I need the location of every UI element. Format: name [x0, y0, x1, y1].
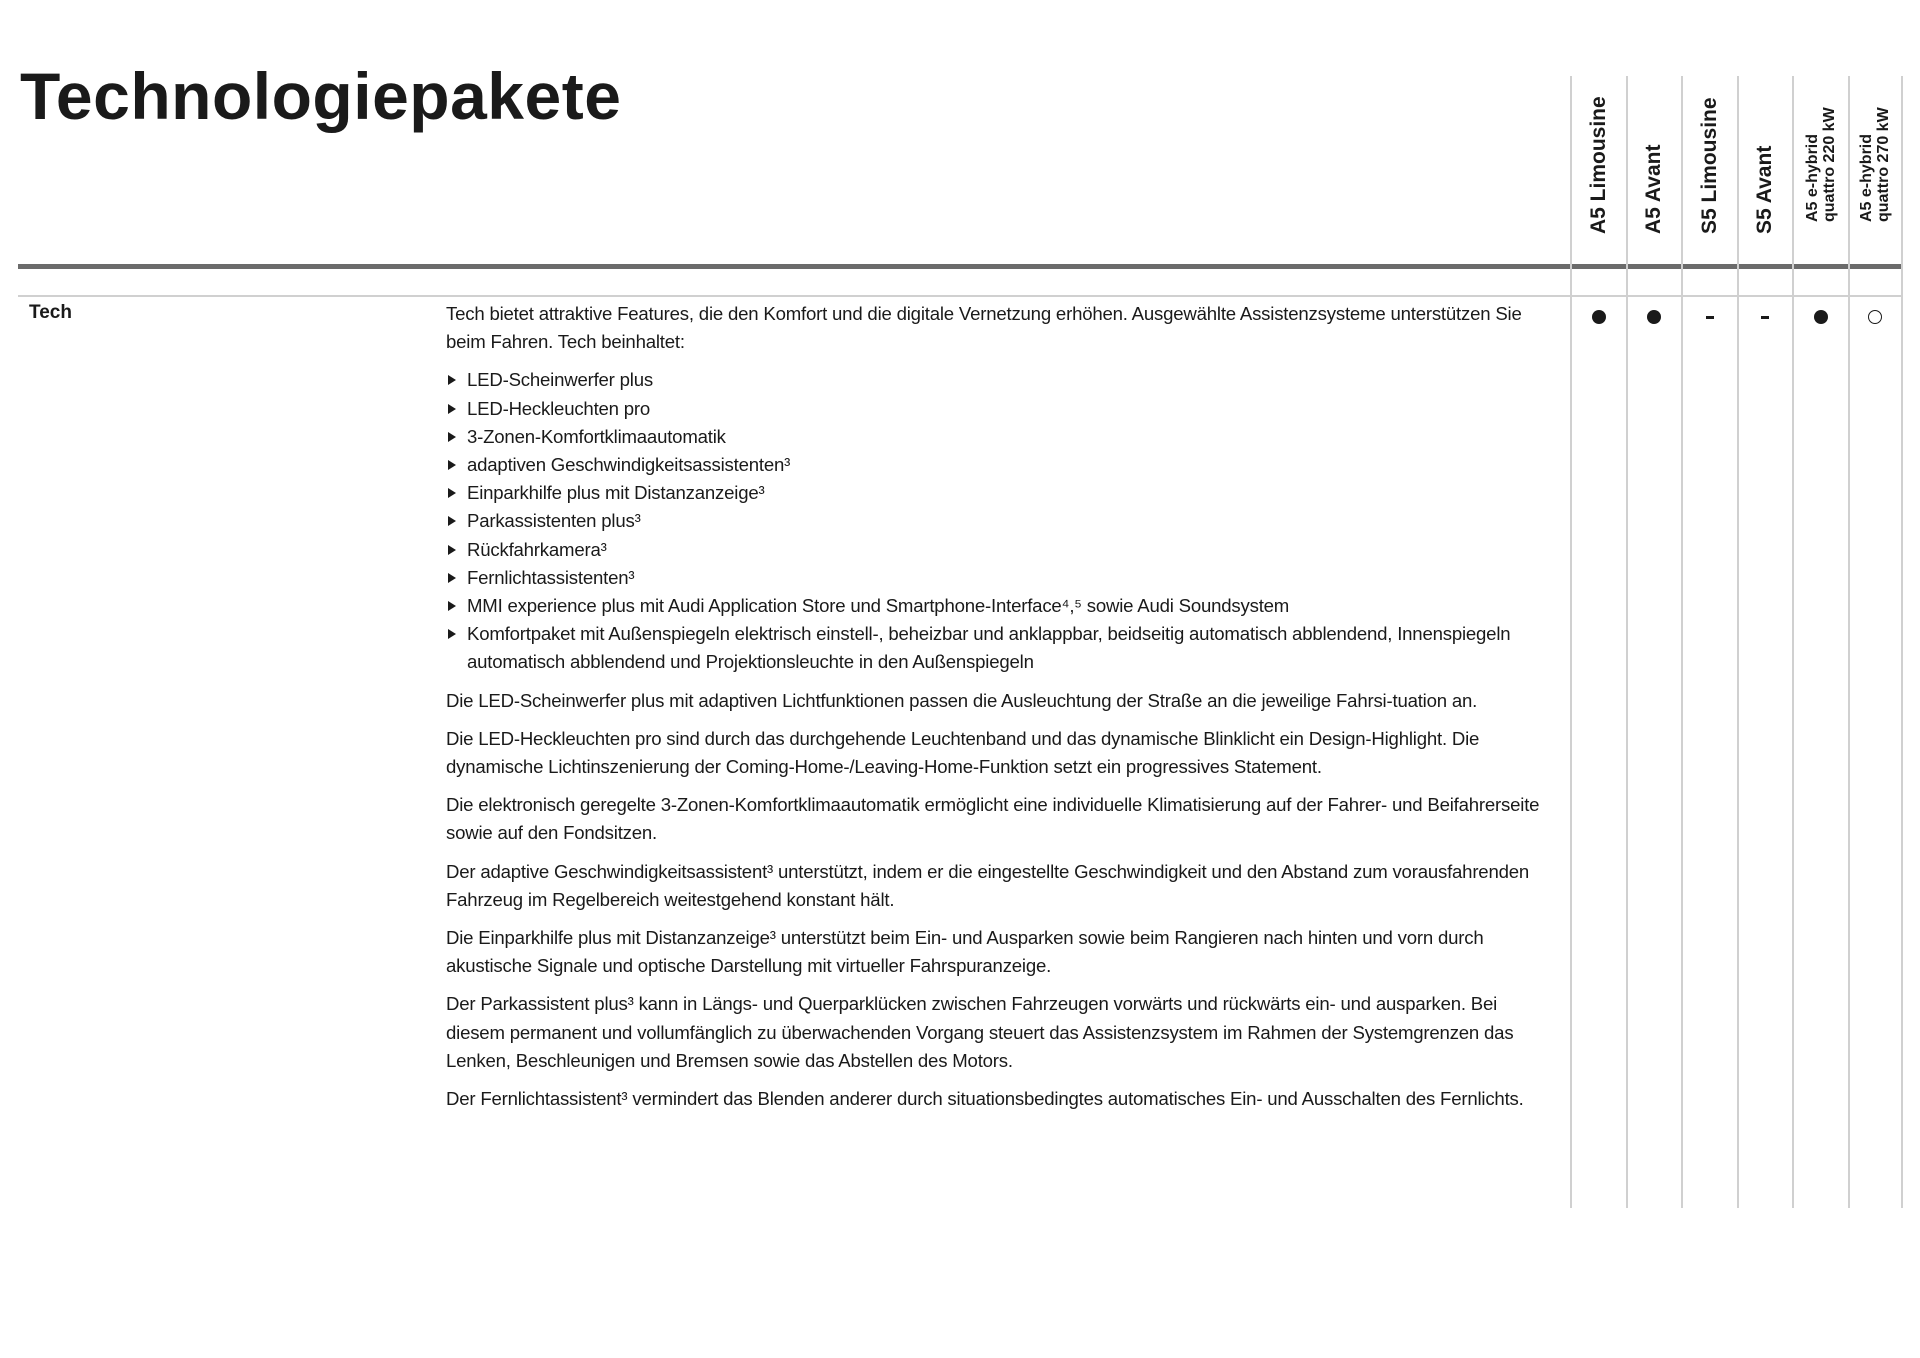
bullet-triangle-icon [448, 404, 456, 414]
paragraph: Die elektronisch geregelte 3-Zonen-Komfortklimaautomatik ermöglicht eine individuelle Klimatisierung auf der Fahrer- und Beifahrerseite sowie auf den Fondsitzen. [446, 794, 1540, 844]
column-header [1572, 76, 1626, 264]
column-cell [1683, 296, 1737, 1208]
column-cell [1739, 296, 1793, 1208]
feature-paragraphs [446, 687, 1558, 1114]
column-cell [1850, 296, 1902, 1208]
bullet-triangle-icon [448, 573, 456, 583]
list-item-text: Fernlichtassistenten³ [467, 566, 635, 588]
list-item-text: MMI experience plus mit Audi Application Store und Smartphone-Interface⁴,⁵ sowie Audi Soundsystem [467, 595, 1290, 617]
column-header [1739, 76, 1793, 264]
column-header-line: quattro 270 kW [1875, 107, 1893, 222]
bullet-triangle-icon [448, 432, 456, 442]
list-item-text: Parkassistenten plus³ [467, 510, 641, 532]
paragraph: Die Einparkhilfe plus mit Distanzanzeige³ unterstützt beim Ein- und Ausparken sowie beim Rangieren nach hinten und vorn durch akustische Signale und optische Darstellung mit virtueller Fahrspuranzeige. [446, 927, 1484, 977]
paragraph: Der Parkassistent plus³ kann in Längs- und Querparklücken zwischen Fahrzeugen vorwärts und rückwärts ein- und ausparken. Bei diesem permanent und vollumfänglich zu überwachenden Vorgang steuert das Assistenzsystem im Rahmen der Systemgrenzen das Lenken, Beschleunigen und Bremsen sowie das Abstellen des Motors. [446, 993, 1514, 1071]
filled-circle-icon [1814, 310, 1828, 324]
column-header-label [1804, 107, 1838, 222]
list-item [446, 620, 1558, 676]
bullet-triangle-icon [448, 629, 456, 639]
dash-icon [1761, 316, 1769, 319]
filled-circle-icon [1592, 310, 1606, 324]
list-item [446, 536, 1558, 564]
list-item [446, 366, 1558, 394]
column-cell [1794, 296, 1848, 1208]
bullet-triangle-icon [448, 545, 456, 555]
column-header [1850, 76, 1902, 264]
model-column [1848, 76, 1904, 1208]
list-item [446, 507, 1558, 535]
model-column [1626, 76, 1682, 1208]
page-title: Technologiepakete [20, 59, 622, 133]
paragraph: Die LED-Heckleuchten pro sind durch das durchgehende Leuchtenband und das dynamische Blinklicht ein Design-Highlight. Die dynamische Lichtinszenierung der Coming-Home-/Leaving-Home-Funktion setzt ein progressives Statement. [446, 727, 1480, 778]
bullet-triangle-icon [448, 460, 456, 470]
dash-icon [1706, 316, 1714, 319]
column-header-line: A5 e-hybrid [1858, 133, 1876, 222]
list-item [446, 451, 1558, 479]
paragraph: Der adaptive Geschwindigkeitsassistent³ unterstützt, indem er die eingestellte Geschwindigkeit und den Abstand zum vorausfahrenden Fahrzeug im Regelbereich weitestgehend konstant hält. [446, 860, 1530, 910]
list-item-text: adaptiven Geschwindigkeitsassistenten³ [467, 454, 791, 476]
row-description [446, 300, 1558, 1123]
list-item [446, 564, 1558, 592]
paragraph: Der Fernlichtassistent³ vermindert das Blenden anderer durch situationsbedingtes automatisches Ein- und Ausschalten des Fernlichts. [446, 1088, 1524, 1110]
intro-text: Tech bietet attraktive Features, die den Komfort und die digitale Vernetzung erhöhen. Ausgewählte Assistenzsysteme unterstützen Sie beim Fahren. Tech beinhaltet: [446, 303, 1522, 353]
column-header [1683, 76, 1737, 264]
column-header-label [1858, 107, 1892, 222]
column-header-label: A5 Limousine [1586, 96, 1610, 234]
list-item-text: 3-Zonen-Komfortklimaautomatik [467, 425, 726, 447]
model-column [1570, 76, 1626, 1208]
list-item [446, 479, 1558, 507]
list-item-text: Komfortpaket mit Außenspiegeln elektrisch einstell-, beheizbar und anklappbar, beidseitig automatisch abblendend, Innenspiegeln automatisch abblendend und Projektionsleuchte in den Außenspiegeln [467, 623, 1511, 673]
list-item-text: LED-Scheinwerfer plus [467, 369, 653, 391]
column-header-line: quattro 220 kW [1820, 107, 1838, 222]
bullet-triangle-icon [448, 516, 456, 526]
model-column [1792, 76, 1848, 1208]
column-cell [1572, 296, 1626, 1208]
model-column [1737, 76, 1793, 1208]
column-header [1794, 76, 1848, 264]
model-column [1681, 76, 1737, 1208]
column-cell [1628, 296, 1682, 1208]
paragraph: Die LED-Scheinwerfer plus mit adaptiven Lichtfunktionen passen die Ausleuchtung der Straße an die jeweilige Fahrsi-tuation an. [446, 689, 1478, 711]
filled-circle-icon [1647, 310, 1661, 324]
list-item-text: LED-Heckleuchten pro [467, 397, 651, 419]
list-item [446, 423, 1558, 451]
list-item-text: Einparkhilfe plus mit Distanzanzeige³ [467, 482, 765, 504]
row-label: Tech [29, 302, 72, 323]
bullet-triangle-icon [448, 488, 456, 498]
bullet-triangle-icon [448, 601, 456, 611]
bullet-triangle-icon [448, 375, 456, 385]
column-header-label: A5 Avant [1642, 144, 1666, 234]
feature-list [446, 366, 1558, 676]
column-header-label: S5 Avant [1753, 145, 1777, 234]
column-header-line: A5 e-hybrid [1803, 133, 1821, 222]
list-item [446, 395, 1558, 423]
column-header-label: S5 Limousine [1697, 97, 1721, 234]
list-item-text: Rückfahrkamera³ [467, 538, 607, 560]
list-item [446, 592, 1558, 620]
empty-circle-icon [1868, 310, 1882, 324]
column-header [1628, 76, 1682, 264]
